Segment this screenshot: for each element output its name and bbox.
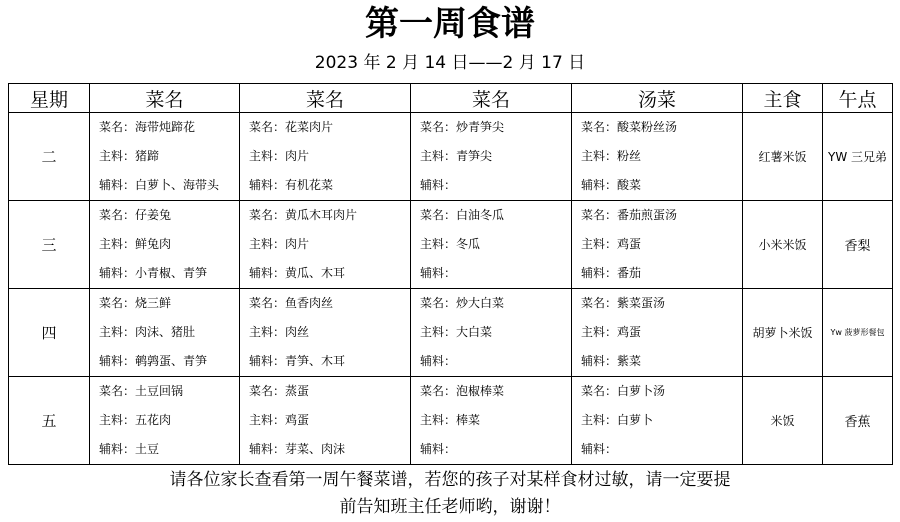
parent-notice — [0, 467, 900, 521]
dish-cell — [411, 377, 572, 465]
dish-name: 菜名：黄瓜木耳肉片 — [249, 208, 358, 222]
dish-name: 菜名：酸菜粉丝汤 — [581, 120, 678, 134]
main-ingredient: 主料：鸡蛋 — [581, 325, 642, 339]
dish-cell — [411, 113, 572, 201]
table-header-row — [9, 84, 893, 113]
side-ingredient: 辅料： — [420, 266, 457, 280]
dish-cell — [90, 289, 240, 377]
weekday-cell: 四 — [9, 289, 90, 377]
table-row — [9, 289, 893, 377]
main-ingredient: 主料：冬瓜 — [420, 237, 481, 251]
staple-cell: 米饭 — [743, 377, 823, 465]
soup-cell — [572, 289, 743, 377]
dish-cell — [240, 201, 411, 289]
notice-line-2: 前告知班主任老师哟，谢谢！ — [339, 497, 561, 517]
header-dish-3: 菜名 — [411, 84, 572, 113]
side-ingredient: 辅料：紫菜 — [581, 354, 642, 368]
dish-cell — [90, 113, 240, 201]
dish-cell — [411, 201, 572, 289]
soup-cell — [572, 377, 743, 465]
main-ingredient: 主料：鲜兔肉 — [99, 237, 172, 251]
side-ingredient: 辅料：番茄 — [581, 266, 642, 280]
weekday-cell: 二 — [9, 113, 90, 201]
dish-name: 菜名：海带炖蹄花 — [99, 120, 196, 134]
dish-cell — [90, 377, 240, 465]
menu-title: 第一周食谱 — [365, 4, 535, 44]
side-ingredient: 辅料： — [420, 354, 457, 368]
side-ingredient: 辅料： — [420, 178, 457, 192]
main-ingredient: 主料：肉片 — [249, 149, 310, 163]
dish-name: 菜名：番茄煎蛋汤 — [581, 208, 678, 222]
dish-name: 菜名：泡椒棒菜 — [420, 384, 505, 398]
staple-cell: 小米米饭 — [743, 201, 823, 289]
header-snack: 午点 — [823, 84, 893, 113]
table-row — [9, 201, 893, 289]
dish-name: 菜名：蒸蛋 — [249, 384, 310, 398]
snack-cell: 香蕉 — [823, 377, 893, 465]
soup-cell — [572, 113, 743, 201]
side-ingredient: 辅料：黄瓜、木耳 — [249, 266, 346, 280]
header-soup: 汤菜 — [572, 84, 743, 113]
header-dish-2: 菜名 — [240, 84, 411, 113]
date-range: 2023 年 2 月 14 日——2 月 17 日 — [314, 53, 586, 73]
dish-name: 菜名：鱼香肉丝 — [249, 296, 334, 310]
header-weekday: 星期 — [9, 84, 90, 113]
header-dish-1: 菜名 — [90, 84, 240, 113]
dish-name: 菜名：花菜肉片 — [249, 120, 334, 134]
snack-cell: Yw 菠萝形餐包 — [823, 289, 893, 377]
soup-cell — [572, 201, 743, 289]
dish-cell — [90, 201, 240, 289]
weekday-cell: 三 — [9, 201, 90, 289]
snack-cell: YW 三兄弟 — [823, 113, 893, 201]
dish-name: 菜名：炒大白菜 — [420, 296, 505, 310]
table-row — [9, 113, 893, 201]
dish-cell — [411, 289, 572, 377]
side-ingredient: 辅料：酸菜 — [581, 178, 642, 192]
weekday-cell: 五 — [9, 377, 90, 465]
main-ingredient: 主料：肉片 — [249, 237, 310, 251]
main-ingredient: 主料：白萝卜 — [581, 413, 654, 427]
main-ingredient: 主料：鸡蛋 — [249, 413, 310, 427]
main-ingredient: 主料：棒菜 — [420, 413, 481, 427]
main-ingredient: 主料：粉丝 — [581, 149, 642, 163]
side-ingredient: 辅料：有机花菜 — [249, 178, 334, 192]
dish-name: 菜名：白萝卜汤 — [581, 384, 666, 398]
dish-name: 菜名：仔姜兔 — [99, 208, 172, 222]
dish-name: 菜名：土豆回锅 — [99, 384, 184, 398]
dish-name: 菜名：紫菜蛋汤 — [581, 296, 666, 310]
side-ingredient: 辅料： — [420, 442, 457, 456]
side-ingredient: 辅料：青笋、木耳 — [249, 354, 346, 368]
dish-name: 菜名：白油冬瓜 — [420, 208, 505, 222]
notice-line-1: 请各位家长查看第一周午餐菜谱，若您的孩子对某样食材过敏，请一定要提 — [169, 470, 731, 490]
main-ingredient: 主料：肉丝 — [249, 325, 310, 339]
dish-name: 菜名：烧三鲜 — [99, 296, 172, 310]
staple-cell: 红薯米饭 — [743, 113, 823, 201]
side-ingredient: 辅料：白萝卜、海带头 — [99, 178, 220, 192]
dish-cell — [240, 113, 411, 201]
side-ingredient: 辅料：鹌鹑蛋、青笋 — [99, 354, 208, 368]
main-ingredient: 主料：肉沫、猪肚 — [99, 325, 196, 339]
dish-name: 菜名：炒青笋尖 — [420, 120, 505, 134]
side-ingredient: 辅料：小青椒、青笋 — [99, 266, 208, 280]
staple-cell: 胡萝卜米饭 — [743, 289, 823, 377]
main-ingredient: 主料：大白菜 — [420, 325, 493, 339]
dish-cell — [240, 377, 411, 465]
table-row — [9, 377, 893, 465]
side-ingredient: 辅料：土豆 — [99, 442, 160, 456]
main-ingredient: 主料：鸡蛋 — [581, 237, 642, 251]
side-ingredient: 辅料：芽菜、肉沫 — [249, 442, 346, 456]
main-ingredient: 主料：猪蹄 — [99, 149, 160, 163]
weekly-menu-table — [8, 83, 893, 465]
dish-cell — [240, 289, 411, 377]
main-ingredient: 主料：青笋尖 — [420, 149, 493, 163]
snack-cell: 香梨 — [823, 201, 893, 289]
header-staple: 主食 — [743, 84, 823, 113]
side-ingredient: 辅料： — [581, 442, 618, 456]
main-ingredient: 主料：五花肉 — [99, 413, 172, 427]
